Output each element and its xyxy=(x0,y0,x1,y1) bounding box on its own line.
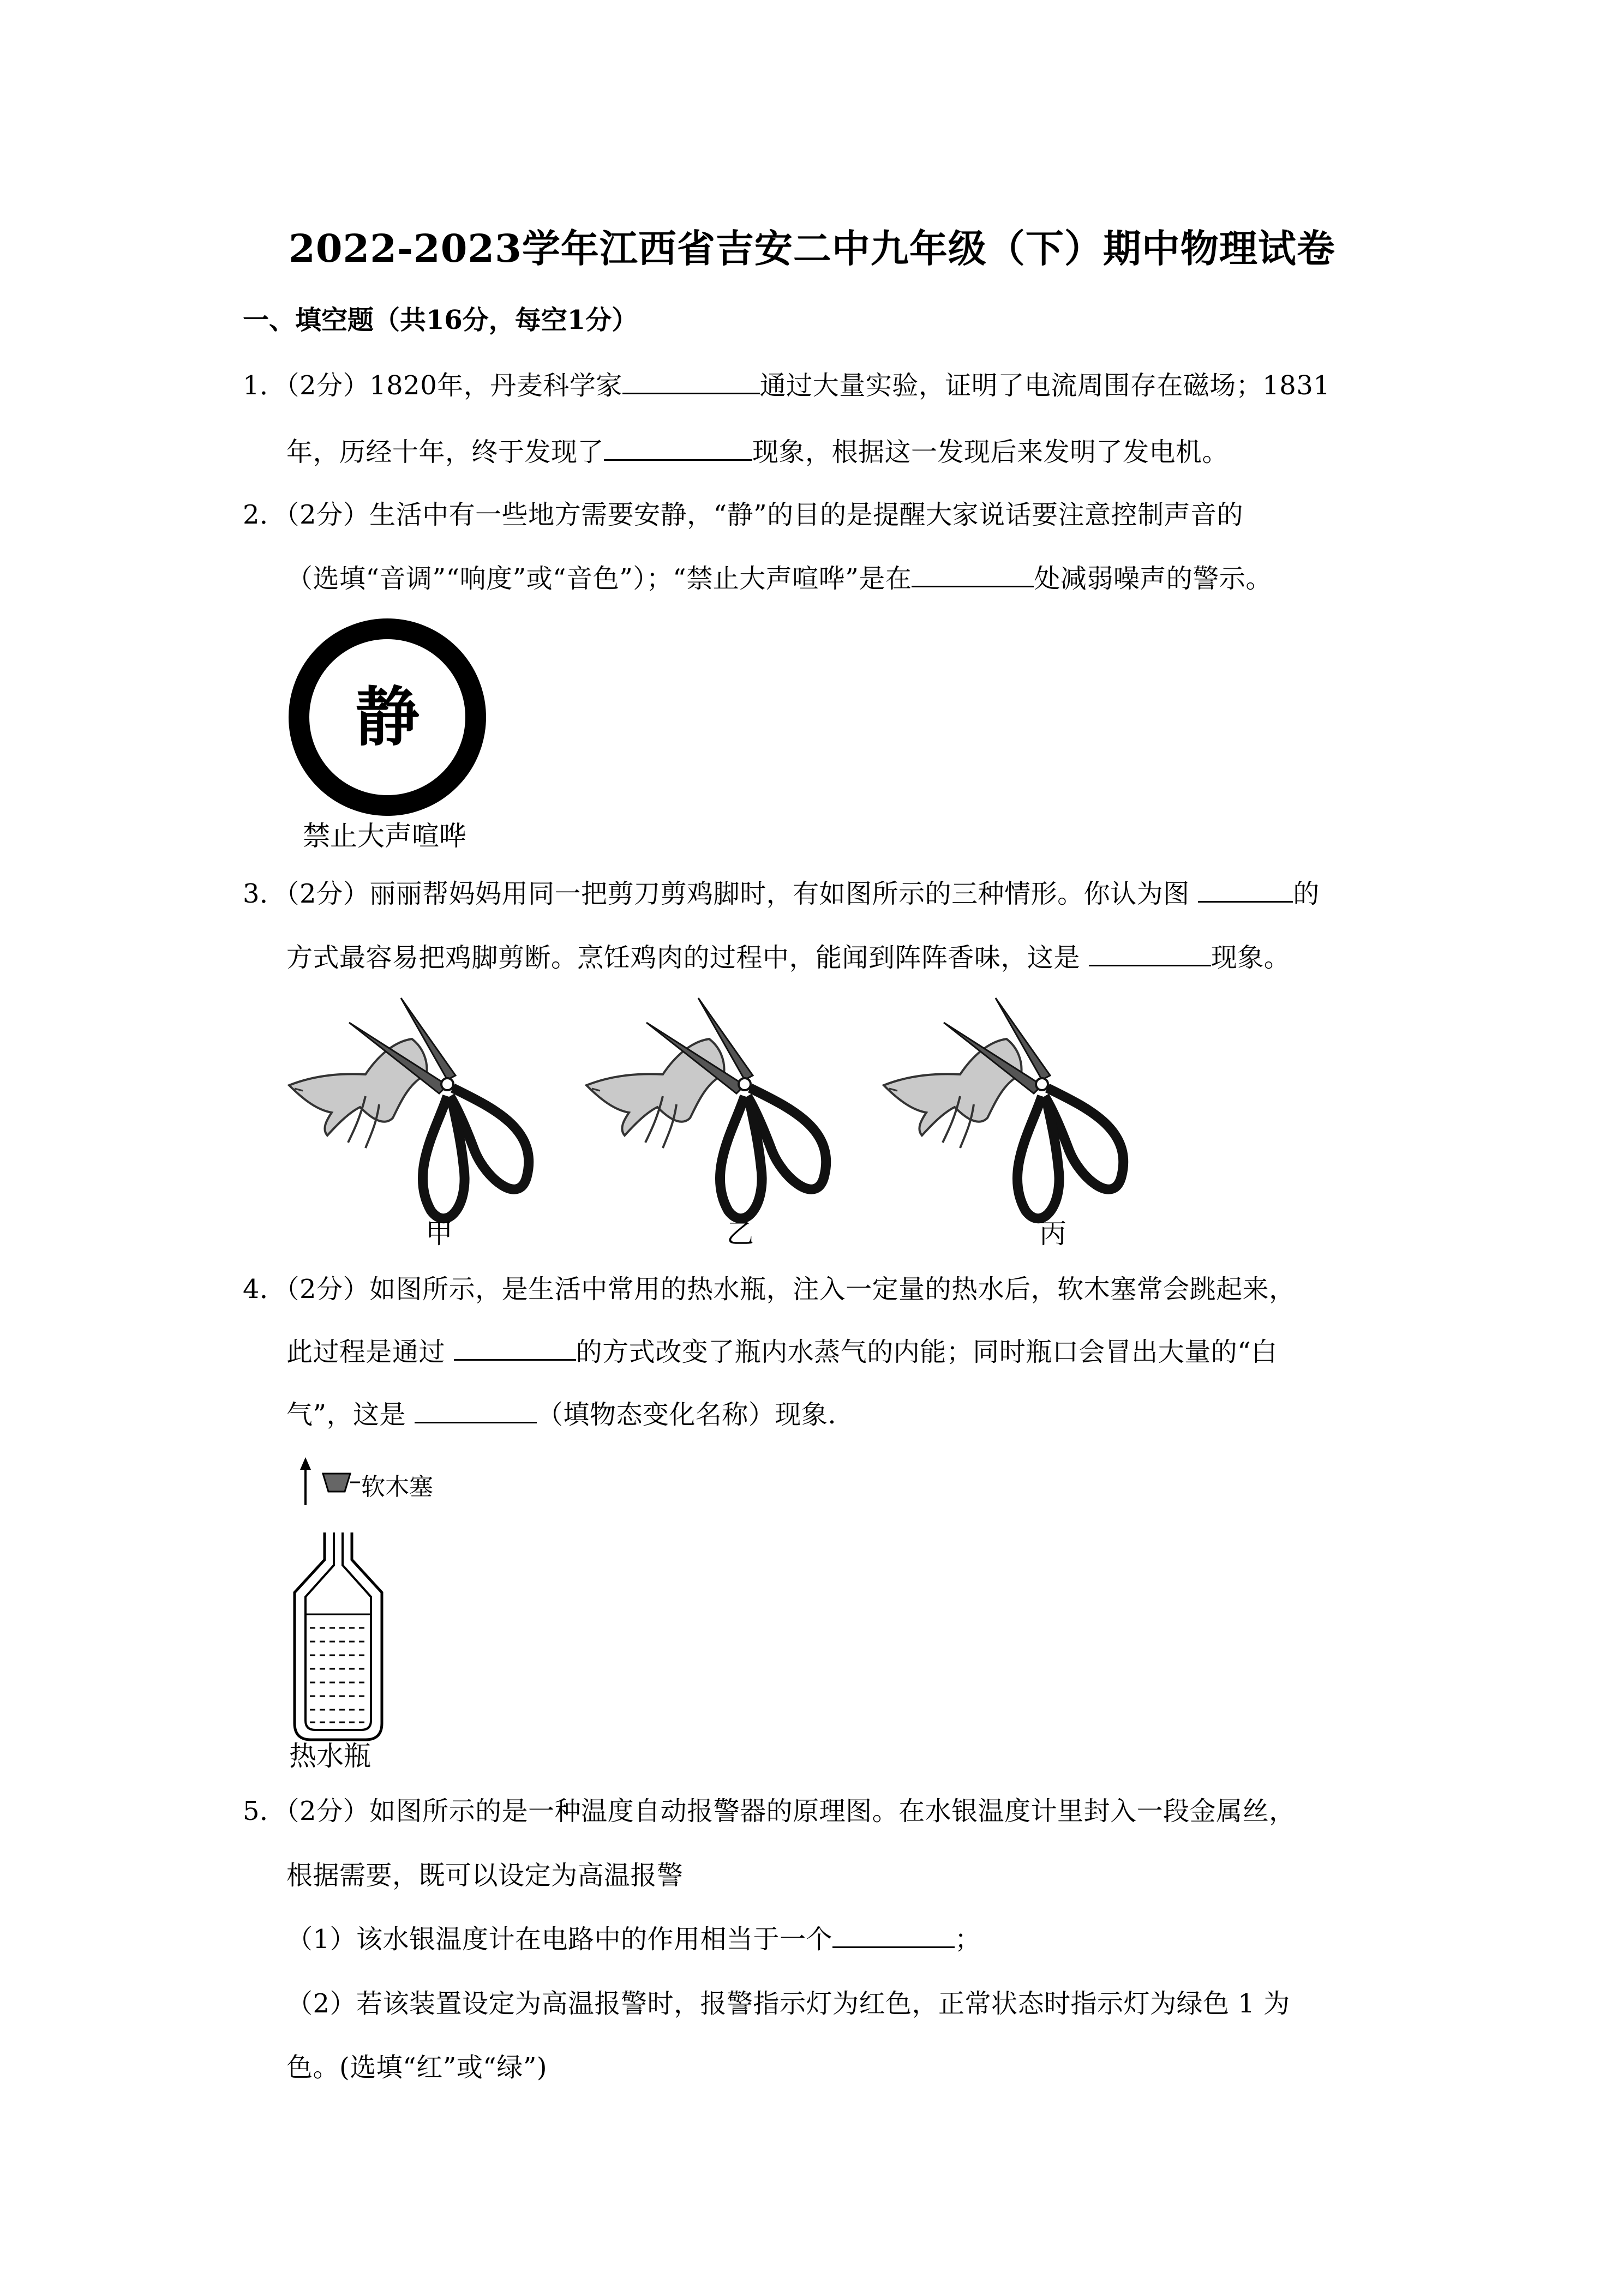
q3-text-c: 方式最容易把鸡脚剪断。烹饪鸡肉的过程中，能闻到阵阵香味，这是 xyxy=(286,942,1081,973)
question-5-part-2-cont: 色。(选填“红”或“绿”) xyxy=(286,2052,548,2083)
question-5-line-2: 根据需要，既可以设定为高温报警 xyxy=(286,1860,684,1891)
q5-answer-blank[interactable] xyxy=(832,1925,955,1948)
q1-text-c: 年，历经十年，终于发现了 xyxy=(286,437,604,467)
question-4-line-1: 4．（2分）如图所示，是生活中常用的热水瓶，注入一定量的热水后，软木塞常会跳起来， xyxy=(243,1274,1296,1305)
q1-text-b: 通过大量实验，证明了电流周围存在磁场；1831 xyxy=(759,370,1331,401)
question-2-line-1: 2．（2分）生活中有一些地方需要安静，“静”的目的是提醒大家说话要注意控制声音的 xyxy=(243,500,1244,530)
q1-answer-blank-2[interactable] xyxy=(604,437,752,461)
q4-text-c: 气”，这是 xyxy=(286,1399,406,1430)
section-heading: 一、填空题（共16分，每空1分） xyxy=(243,305,638,335)
q4-answer-blank-2[interactable] xyxy=(415,1400,537,1423)
q2-answer-blank[interactable] xyxy=(912,564,1034,587)
question-5-part-2: （2）若该装置设定为高温报警时，报警指示灯为红色，正常状态时指示灯为绿色 1 为 xyxy=(286,1988,1290,2019)
q1-text-d: 现象，根据这一发现后来发明了发电机。 xyxy=(752,437,1229,467)
scissors-figure-bing xyxy=(884,998,1123,1218)
q3-answer-blank-1[interactable] xyxy=(1198,879,1293,903)
q5-text-a: （1）该水银温度计在电路中的作用相当于一个 xyxy=(286,1924,833,1955)
cork-icon xyxy=(323,1474,350,1492)
cork-label: 软木塞 xyxy=(361,1473,433,1501)
question-5-part-1 xyxy=(286,1918,981,1956)
q2-text-b: 处减弱噪声的警示。 xyxy=(1034,563,1272,594)
q3-text-b: 的 xyxy=(1293,879,1320,909)
page-title: 2022-2023学年江西省吉安二中九年级（下）期中物理试卷 xyxy=(289,226,1335,271)
figure-label-yi: 乙 xyxy=(727,1218,754,1249)
q4-answer-blank-1[interactable] xyxy=(454,1337,576,1361)
scissors-figure-yi xyxy=(586,998,826,1218)
question-4-line-2 xyxy=(286,1331,1278,1368)
question-4-line-3 xyxy=(286,1393,836,1431)
q4-text-d: （填物态变化名称）现象. xyxy=(536,1399,837,1430)
q3-text-d: 现象。 xyxy=(1210,942,1291,973)
question-1-line-2 xyxy=(286,431,1229,468)
question-3-line-2 xyxy=(286,936,1290,974)
q1-answer-blank-1[interactable] xyxy=(622,371,760,394)
thermos-label: 热水瓶 xyxy=(289,1740,371,1772)
figure-label-bing: 丙 xyxy=(1039,1218,1066,1249)
q5-text-b: ； xyxy=(955,1924,981,1955)
question-3-line-1 xyxy=(243,873,1320,910)
figure-label-jia: 甲 xyxy=(426,1218,453,1249)
q2-text-a: （选填“音调”“响度”或“音色”）；“禁止大声喧哗”是在 xyxy=(286,563,912,594)
quiet-sign-caption: 禁止大声喧哗 xyxy=(303,820,466,852)
scissors-figures xyxy=(284,993,1135,1243)
quiet-sign-char: 静 xyxy=(355,680,420,755)
question-2-line-2 xyxy=(286,557,1272,595)
q4-text-a: 此过程是通过 xyxy=(286,1337,446,1367)
q3-answer-blank-2[interactable] xyxy=(1089,943,1211,966)
question-1-line-1 xyxy=(243,364,1330,402)
q4-text-b: 的方式改变了瓶内水蒸气的内能；同时瓶口会冒出大量的“白 xyxy=(576,1337,1278,1367)
q1-text-a: 1．（2分）1820年，丹麦科学家 xyxy=(243,370,622,401)
q3-text-a: 3．（2分）丽丽帮妈妈用同一把剪刀剪鸡脚时，有如图所示的三种情形。你认为图 xyxy=(243,879,1190,909)
scissors-figure-jia xyxy=(289,998,529,1218)
question-5-line-1: 5．（2分）如图所示的是一种温度自动报警器的原理图。在水银温度计里封入一段金属丝， xyxy=(243,1796,1296,1826)
